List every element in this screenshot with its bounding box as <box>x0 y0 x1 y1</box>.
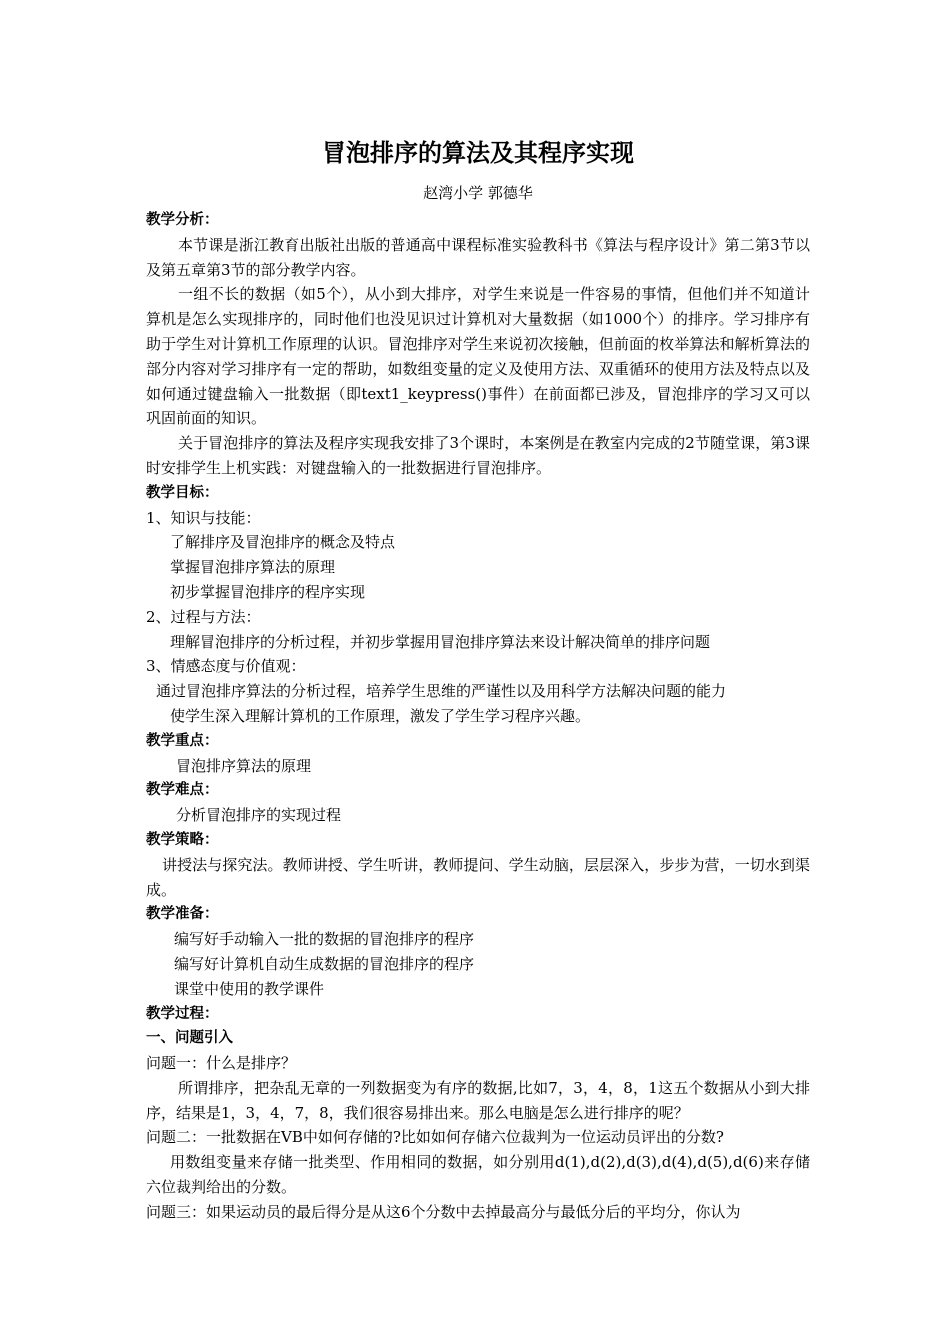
analysis-paragraph-1: 本节课是浙江教育出版社出版的普通高中课程标准实验教科书《算法与程序设计》第二第3节以及第五章第3节的部分教学内容。 <box>146 235 810 279</box>
heading-analysis: 教学分析： <box>146 212 219 228</box>
goal-3-item: 通过冒泡排序算法的分析过程，培养学生思维的严谨性以及用科学方法解决问题的能力 <box>156 682 727 701</box>
section-intro-heading: 一、问题引入 <box>146 1030 233 1047</box>
question-2: 问题二：一批数据在VB中如何存储的?比如如何存储六位裁判为一位运动员评出的分数? <box>146 1128 724 1147</box>
goal-3-title: 3、情感态度与价值观： <box>146 657 306 676</box>
heading-process: 教学过程： <box>146 1005 219 1022</box>
heading-key-point: 教学重点： <box>146 732 219 749</box>
answer-1: 所谓排序，把杂乱无章的一列数据变为有序的数据,比如7，3，4，8，1这五个数据从小到大排序，结果是1，3，4，7，8，我们很容易排出来。那么电脑是怎么进行排序的呢？ <box>146 1078 810 1122</box>
question-1: 问题一：什么是排序？ <box>146 1054 297 1073</box>
heading-strategy: 教学策略： <box>146 831 219 848</box>
goal-1-title: 1、知识与技能： <box>146 508 261 527</box>
goal-1-item: 初步掌握冒泡排序的程序实现 <box>170 582 366 601</box>
key-point-text: 冒泡排序算法的原理 <box>176 756 312 775</box>
document-page <box>146 130 810 1225</box>
prep-item: 课堂中使用的教学课件 <box>174 979 325 998</box>
author-line: 赵湾小学 郭德华 <box>423 184 533 202</box>
document-title: 冒泡排序的算法及其程序实现 <box>322 139 634 167</box>
answer-2: 用数组变量来存储一批类型、作用相同的数据，如分别用d(1),d(2),d(3),d(4),d(5),d(6)来存储六位裁判给出的分数。 <box>146 1153 810 1197</box>
analysis-paragraph-2: 一组不长的数据（如5个），从小到大排序，对学生来说是一件容易的事情，但他们并不知道计算机是怎么实现排序的，同时他们也没见识过计算机对大量数据（如1000个）的排序。学习排序有助于学生对计算机工作原理的认识。冒泡排序对学生来说初次接触，但前面的枚举算法和解析算法的部分内容对学习排序有一定的帮助，如数组变量的定义及使用方法、双重循环的使用方法及特点以及如何通过键盘输入一批数据（即text1_keypress()事件）在前面都已涉及，冒泡排序的学习又可以巩固前面的知识。 <box>146 285 810 428</box>
goal-1-item: 掌握冒泡排序算法的原理 <box>170 558 336 577</box>
strategy-text: 讲授法与探究法。教师讲授、学生听讲，教师提问、学生动脑，层层深入，步步为营，一切水到渠成。 <box>146 855 810 899</box>
heading-goals: 教学目标： <box>146 484 219 501</box>
heading-difficulty: 教学难点： <box>146 782 219 799</box>
goal-1-item: 了解排序及冒泡排序的概念及特点 <box>170 533 396 552</box>
heading-preparation: 教学准备： <box>146 906 219 923</box>
analysis-paragraph-3: 关于冒泡排序的算法及程序实现我安排了3个课时，本案例是在教室内完成的2节随堂课，第3课时安排学生上机实践：对键盘输入的一批数据进行冒泡排序。 <box>146 434 810 477</box>
goal-2-title: 2、过程与方法： <box>146 607 261 626</box>
difficulty-text: 分析冒泡排序的实现过程 <box>176 806 342 825</box>
prep-item: 编写好计算机自动生成数据的冒泡排序的程序 <box>174 954 475 973</box>
goal-3-item: 使学生深入理解计算机的工作原理，激发了学生学习程序兴趣。 <box>170 706 591 725</box>
prep-item: 编写好手动输入一批的数据的冒泡排序的程序 <box>174 930 475 949</box>
question-3: 问题三：如果运动员的最后得分是从这6个分数中去掉最高分与最低分后的平均分，你认为 <box>146 1202 741 1221</box>
goal-2-item: 理解冒泡排序的分析过程，并初步掌握用冒泡排序算法来设计解决简单的排序问题 <box>170 632 711 651</box>
